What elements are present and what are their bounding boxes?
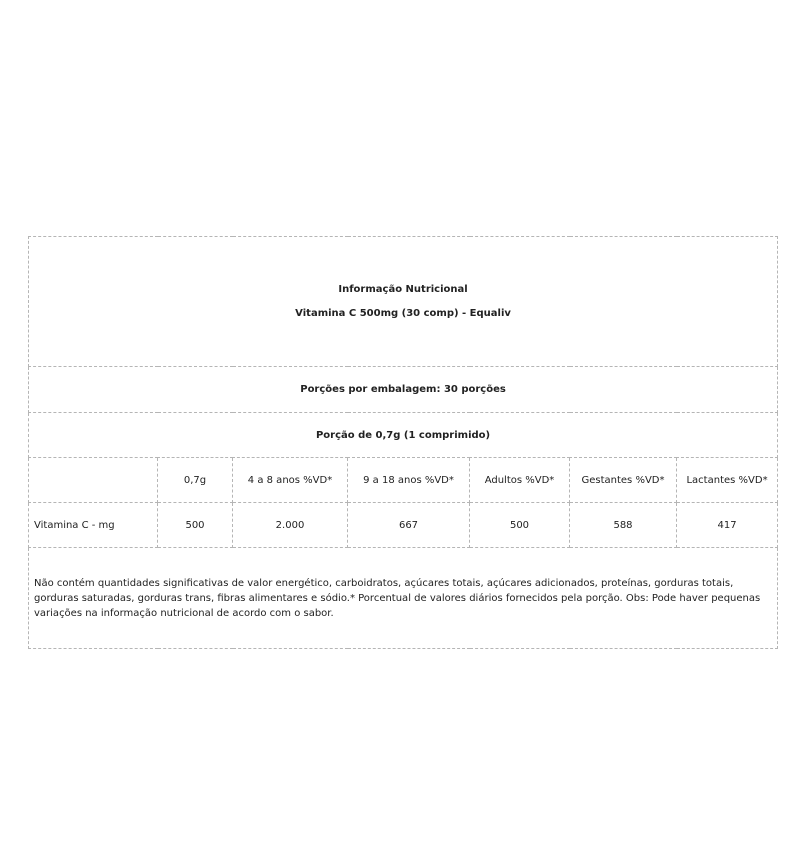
column-header-row bbox=[29, 458, 778, 503]
value-9-18: 667 bbox=[348, 503, 470, 548]
portion-size: Porção de 0,7g (1 comprimido) bbox=[29, 413, 778, 458]
column-header-pregnant: Gestantes %VD* bbox=[570, 458, 677, 503]
product-name: Vitamina C 500mg (30 comp) - Equaliv bbox=[295, 308, 511, 319]
footnote: Não contém quantidades significativas de valor energético, carboidratos, açúcares totais, açúcares adicionados, proteínas, gorduras totais, gorduras saturadas, gorduras trans, fibras alimentares e sódio.* Porcentual de valores diários fornecidos pela porção. Obs: Pode haver pequenas variações na informação nutricional de acordo com o sabor. bbox=[29, 548, 778, 649]
nutrient-name: Vitamina C - mg bbox=[29, 503, 158, 548]
column-header-9-18: 9 a 18 anos %VD* bbox=[348, 458, 470, 503]
value-4-8: 2.000 bbox=[233, 503, 348, 548]
portions-per-package: Porções por embalagem: 30 porções bbox=[29, 367, 778, 413]
value-portion: 500 bbox=[158, 503, 233, 548]
value-adults: 500 bbox=[470, 503, 570, 548]
value-pregnant: 588 bbox=[570, 503, 677, 548]
column-header-4-8: 4 a 8 anos %VD* bbox=[233, 458, 348, 503]
table-row bbox=[29, 503, 778, 548]
value-lactating: 417 bbox=[677, 503, 778, 548]
column-header-portion: 0,7g bbox=[158, 458, 233, 503]
column-header-empty bbox=[29, 458, 158, 503]
table-title-cell bbox=[29, 237, 778, 367]
table-title: Informação Nutricional bbox=[338, 284, 468, 295]
column-header-lactating: Lactantes %VD* bbox=[677, 458, 778, 503]
nutrition-table bbox=[28, 236, 778, 649]
column-header-adults: Adultos %VD* bbox=[470, 458, 570, 503]
